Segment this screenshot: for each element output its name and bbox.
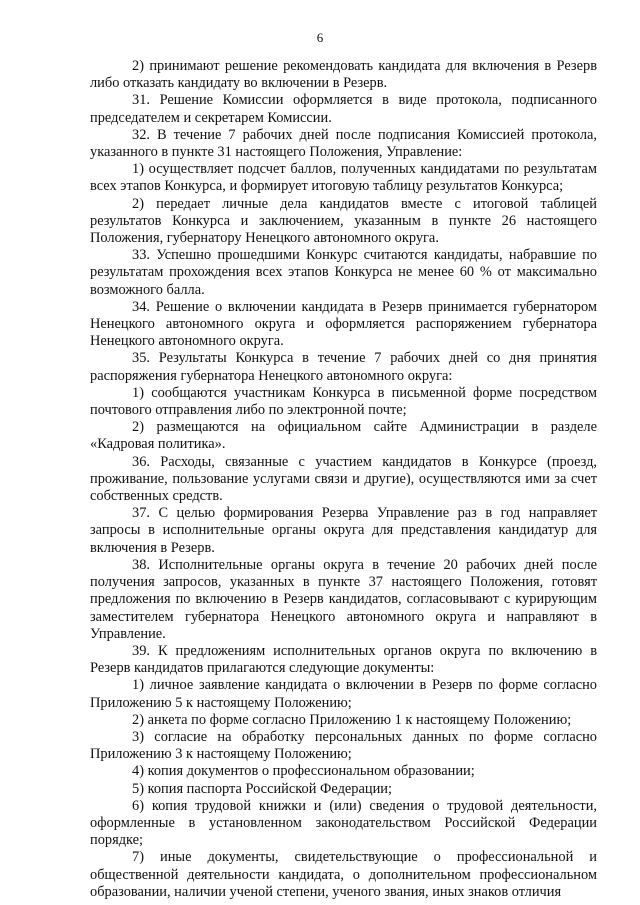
paragraph: 1) личное заявление кандидата о включении в Резерв по форме согласно Приложению 5 к настоящему Положению; — [90, 677, 597, 711]
paragraph: 35. Результаты Конкурса в течение 7 рабочих дней со дня принятия распоряжения губернатора Ненецкого автономного округа: — [90, 350, 597, 384]
paragraph: 2) принимают решение рекомендовать кандидата для включения в Резерв либо отказать кандидату во включении в Резерв. — [90, 58, 597, 92]
paragraph: 2) размещаются на официальном сайте Администрации в разделе «Кадровая политика». — [90, 419, 597, 453]
paragraph: 32. В течение 7 рабочих дней после подписания Комиссией протокола, указанного в пункте 31 настоящего Положения, Управление: — [90, 126, 597, 161]
paragraph: 7) иные документы, свидетельствующие о профессиональной и общественной деятельности кандидата, о дополнительном профессиональном образовании, наличии ученой степени, ученого звания, иных знаков отличия — [90, 849, 597, 900]
paragraph: 39. К предложениям исполнительных органов округа по включению в Резерв кандидатов прилагаются следующие документы: — [90, 642, 597, 677]
paragraph: 2) анкета по форме согласно Приложению 1 к настоящему Положению; — [132, 711, 572, 728]
paragraph: 3) согласие на обработку персональных данных по форме согласно Приложению 3 к настоящему Положению; — [90, 728, 597, 763]
paragraph: 5) копия паспорта Российской Федерации; — [132, 780, 392, 797]
paragraph: 1) осуществляет подсчет баллов, полученных кандидатами по результатам всех этапов Конкурса, и формирует итоговую таблицу результатов Конкурса; — [90, 161, 597, 195]
document-body — [90, 58, 597, 901]
paragraph: 2) передает личные дела кандидатов вместе с итоговой таблицей результатов Конкурса и заключением, указанным в пункте 26 настоящего Положения, губернатору Ненецкого автономного округа. — [90, 195, 597, 247]
paragraph: 4) копия документов о профессиональном образовании; — [132, 763, 475, 780]
paragraph: 38. Исполнительные органы округа в течение 20 рабочих дней после получения запросов, указанных в пункте 37 настоящего Положения, готовят предложения по включению в Резерв кандидатов, согласовывают с курирующим заместителем губернатора Ненецкого автономного округа и направляют в Управление. — [90, 556, 597, 642]
paragraph: 33. Успешно прошедшими Конкурс считаются кандидаты, набравшие по результатам прохождения всех этапов Конкурса не менее 60 % от максимально возможного балла. — [90, 247, 597, 298]
paragraph: 1) сообщаются участникам Конкурса в письменной форме посредством почтового отправления либо по электронной почте; — [90, 384, 597, 419]
paragraph: 34. Решение о включении кандидата в Резерв принимается губернатором Ненецкого автономного округа и оформляется распоряжением губернатора Ненецкого автономного округа. — [90, 298, 597, 350]
paragraph: 31. Решение Комиссии оформляется в виде протокола, подписанного председателем и секретарем Комиссии. — [90, 92, 597, 126]
paragraph: 6) копия трудовой книжки и (или) сведения о трудовой деятельности, оформленные в установленном законодательством Российской Федерации порядке; — [90, 797, 597, 849]
paragraph: 36. Расходы, связанные с участием кандидатов в Конкурсе (проезд, проживание, пользование услугами связи и другие), осуществляются ими за счет собственных средств. — [90, 453, 597, 505]
paragraph: 37. С целью формирования Резерва Управление раз в год направляет запросы в исполнительные органы округа для представления кандидатур для включения в Резерв. — [90, 505, 597, 556]
page-number: 6 — [316, 30, 324, 45]
